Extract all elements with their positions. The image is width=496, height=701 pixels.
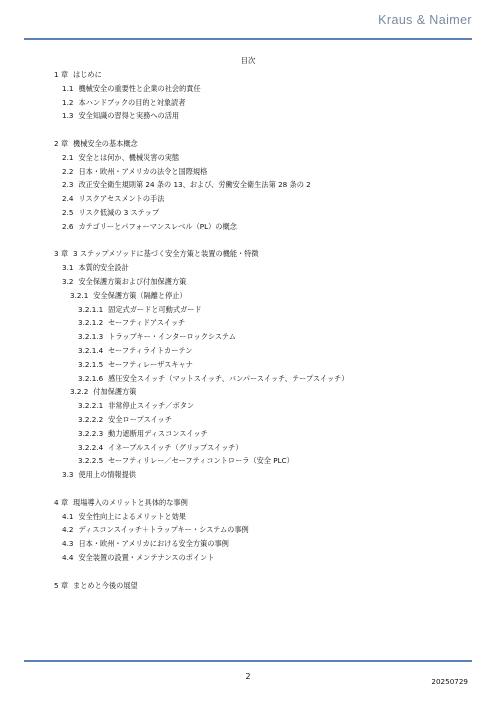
toc-entry [0,552,214,564]
toc-entry-number: 2.4 [62,194,74,204]
toc-entry-title: 動力遮断用ディスコンスイッチ [108,428,208,438]
toc-entry-title: まとめと今後の展望 [73,580,138,590]
toc-entry [0,469,136,481]
toc-entry [0,538,229,550]
toc-entry-title: セーフティライトカーテン [108,346,193,355]
toc-entry-title: 現場導入のメリットと具体的な事例 [73,497,188,507]
toc-entry [0,193,164,205]
toc-entry [0,345,192,357]
toc-entry-title: トラップキー・インターロックシステム [108,332,236,342]
toc-entry-title: 改正安全衛生規則第 24 条の 13、および、労働安全衛生法第 28 条の 2 [78,180,311,190]
toc-entry [0,207,159,219]
toc-entry-number: 1.2 [62,97,74,107]
toc-entry-number: 3.3 [62,470,74,480]
toc-entry-title: 安全保護方策および付加保護方策 [78,277,187,286]
toc-entry-number: 2.6 [62,221,74,231]
toc-entry [0,221,237,233]
toc-entry [0,455,294,467]
toc-entry-title: 感圧安全スイッチ（マットスイッチ、バンパースイッチ、テープスイッチ） [108,373,349,383]
toc-entry-number: 2 章 [54,139,69,148]
toc-entry-title: リスクアセスメントの手法 [78,194,165,204]
toc-entry-number: 3.2.1.1 [78,304,104,314]
toc-entry-number: 3.2 [62,277,74,286]
toc-entry [0,276,186,288]
toc-entry-title: 安全性向上によるメリットと効果 [78,511,186,521]
toc-entry-number: 3.2.1.4 [78,346,104,355]
toc-entry-number: 4.1 [62,511,74,521]
toc-entry-number: 3.2.1.3 [78,332,104,342]
toc-chapter [0,497,188,509]
toc-entry [0,317,185,329]
toc-entry-number: 1.1 [62,83,74,93]
toc-entry-number: 3 章 [54,249,69,259]
toc-entry [0,290,187,302]
toc-entry-number: 4 章 [54,497,69,507]
toc-entry-title: 本ハンドブックの目的と対象読者 [78,97,186,107]
header-rule [24,38,472,40]
toc-entry-title: はじめに [73,70,102,79]
toc-entry [0,400,194,412]
toc-entry [0,166,207,178]
toc-entry-title: 本質的安全設計 [78,263,129,273]
toc-entry [0,524,249,536]
toc-entry-title: 安全とは何か、機械災害の実態 [78,152,180,162]
toc-entry-number: 3.1 [62,263,74,273]
toc-entry [0,97,186,109]
toc-entry-number: 3.2.2.5 [78,456,104,466]
brand-logo: Kraus & Naimer [378,13,472,27]
toc-entry-number: 2.5 [62,208,74,217]
toc-chapter [0,69,102,81]
toc-entry [0,511,186,523]
toc-entry-number: 2.2 [62,166,74,176]
toc-entry [0,262,129,274]
toc-entry-title: セーフティリレー／セーフティコントローラ（安全 PLC） [108,456,294,466]
toc-entry [0,179,311,191]
toc-entry-title: セーフティドアスイッチ [108,318,186,328]
footer-rule [24,660,472,662]
page-number: 2 [245,672,251,681]
toc-entry-number: 4.3 [62,539,74,549]
toc-entry [0,428,208,440]
toc-entry-title: 付加保護方策 [93,387,137,397]
toc-entry-number: 3.2.2.2 [78,415,104,424]
toc-entry-number: 1.3 [62,111,74,121]
toc-chapter [0,138,138,150]
toc-entry-title: 固定式ガードと可動式ガード [108,304,202,314]
toc-entry-title: 安全装置の設置・メンテナンスのポイント [78,553,215,562]
toc-entry-title: リスク低減の 3 ステップ [78,208,160,217]
toc-entry-number: 4.4 [62,553,74,562]
toc-entry [0,110,179,122]
toc-chapter [0,248,259,260]
toc-entry-number: 1 章 [54,70,69,79]
toc-entry-number: 3.2.1.6 [78,373,104,383]
toc-entry-title: セーフティレーザスキャナ [108,359,193,369]
toc-entry-number: 3.2.2.1 [78,401,104,411]
toc-entry-number: 3.2.2.4 [78,442,104,452]
toc-entry [0,331,236,343]
toc-entry-title: 日本・欧州・アメリカにおける安全方策の事例 [78,539,229,549]
toc-entry-title: 安全ロープスイッチ [108,415,172,424]
toc-entry-number: 3.2.2.3 [78,428,104,438]
toc-entry-number: 3.2.1.2 [78,318,104,328]
toc-entry [0,359,193,371]
toc-entry [0,304,202,316]
toc-entry-title: 非常停止スイッチ／ボタン [108,401,195,411]
toc-entry [0,442,243,454]
toc-entry-title: イネーブルスイッチ（グリップスイッチ） [108,442,243,452]
toc-entry-title: 日本・欧州・アメリカの法令と国際規格 [78,166,208,176]
toc-entry-number: 3.2.2 [70,387,89,397]
toc-entry-number: 2.3 [62,180,74,190]
toc-entry [0,386,136,398]
toc-entry [0,152,179,164]
toc-chapter [0,580,138,592]
toc-entry-title: 使用上の情報提供 [78,470,136,480]
toc-entry [0,373,349,385]
document-date: 20250729 [431,677,468,686]
toc-entry-number: 2.1 [62,152,74,162]
toc-entry-number: 3.2.1.5 [78,359,104,369]
toc-entry-number: 5 章 [54,580,69,590]
toc-entry-title: 安全知識の習得と実務への活用 [78,111,180,121]
toc-entry-title: 機械安全の重要性と企業の社会的責任 [78,83,201,93]
toc-entry-title: 安全保護方策（隔離と停止） [93,290,187,300]
toc-title: 目次 [240,56,256,65]
toc-entry-title: 機械安全の基本概念 [73,139,138,148]
toc-entry-number: 3.2.1 [70,290,89,300]
toc-entry [0,414,172,426]
toc-entry-title: ディスコンスイッチ＋トラップキー・システムの事例 [78,525,249,535]
toc-entry-title: 3 ステップメソッドに基づく安全方策と装置の機能・特徴 [73,249,259,259]
toc-entry-title: カテゴリーとパフォーマンスレベル（PL）の概念 [78,221,237,231]
toc-entry [0,83,201,95]
toc-entry-number: 4.2 [62,525,74,535]
